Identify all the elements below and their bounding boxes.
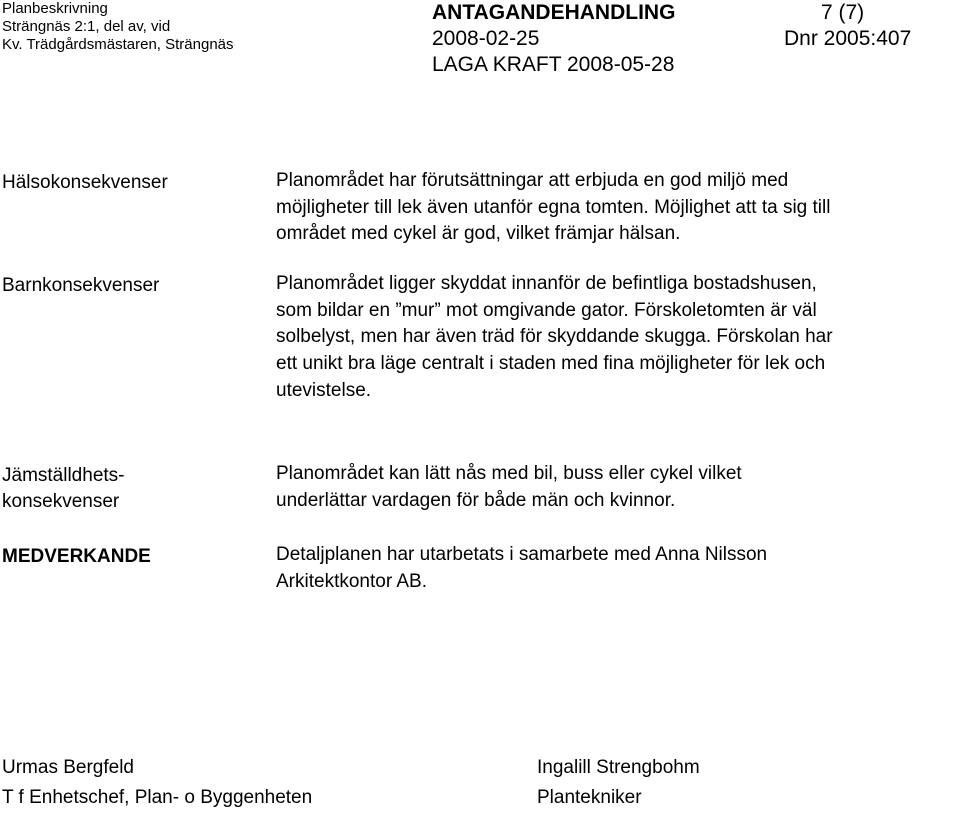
section-text-children xyxy=(276,271,960,405)
text-line: området med cykel är god, vilket främjar hälsan. xyxy=(276,223,681,245)
text-line: som bildar en ”mur” mot omgivande gator. Förskoletomten är väl xyxy=(276,299,817,321)
section-label-health: Hälsokonsekvenser xyxy=(2,172,168,193)
signatory-name: Ingalill Strengbohm xyxy=(537,757,700,778)
text-line: underlättar vardagen för både män och kvinnor. xyxy=(276,489,676,511)
section-text-equality xyxy=(276,461,960,514)
label-line: Jämställdhets- xyxy=(2,465,125,486)
label-line: konsekvenser xyxy=(2,491,120,512)
text-line: Planområdet ligger skyddat innanför de befintliga bostadshusen, xyxy=(276,273,817,294)
signatory-left xyxy=(2,753,312,813)
location: Kv. Trädgårdsmästaren, Strängnäs xyxy=(2,36,234,53)
signatory-name: Urmas Bergfeld xyxy=(2,757,134,778)
section-label-equality xyxy=(2,463,125,515)
text-line: Planområdet har förutsättningar att erbjuda en god miljö med xyxy=(276,170,789,191)
text-line: utevistelse. xyxy=(276,379,372,401)
signatory-title: T f Enhetschef, Plan- o Byggenheten xyxy=(2,787,313,808)
section-text-contributors xyxy=(276,542,960,595)
text-line: Arkitektkontor AB. xyxy=(276,570,428,592)
in-force-date: LAGA KRAFT 2008-05-28 xyxy=(432,53,675,76)
page-number: 7 (7) xyxy=(821,1,865,24)
section-label-contributors: MEDVERKANDE xyxy=(2,546,151,567)
document-date: 2008-02-25 xyxy=(432,27,540,50)
reference-number: Dnr 2005:407 xyxy=(784,27,912,50)
signatory-right xyxy=(537,753,700,813)
section-text-health xyxy=(276,168,960,248)
section-label-children: Barnkonsekvenser xyxy=(2,275,160,296)
text-line: Planområdet kan lätt nås med bil, buss eller cykel vilket xyxy=(276,463,742,484)
text-line: solbelyst, men har även träd för skyddande skugga. Förskolan har xyxy=(276,326,833,348)
text-line: Detaljplanen har utarbetats i samarbete med Anna Nilsson xyxy=(276,544,768,565)
signatory-title: Plantekniker xyxy=(537,787,642,808)
document-status: ANTAGANDEHANDLING xyxy=(432,1,676,24)
text-line: ett unikt bra läge centralt i staden med fina möjligheter för lek och xyxy=(276,353,826,375)
text-line: möjligheter till lek även utanför egna tomten. Möjlighet att ta sig till xyxy=(276,196,831,218)
document-type: Planbeskrivning xyxy=(2,0,108,17)
property-designation: Strängnäs 2:1, del av, vid xyxy=(2,18,171,35)
